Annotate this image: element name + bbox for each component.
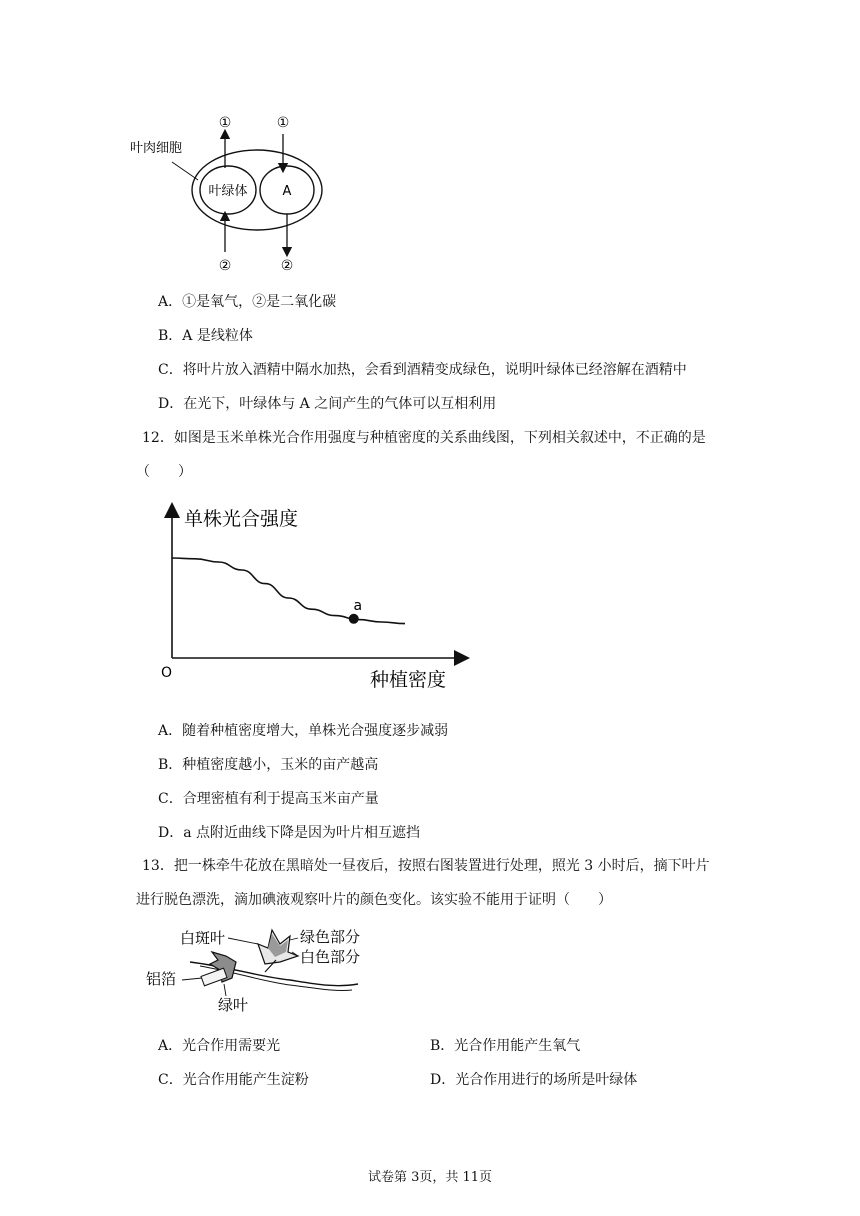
marker-2-right: ②: [280, 258, 294, 274]
label-foil: 铝箔: [146, 970, 177, 988]
q13-option-a: A．光合作用需要光: [158, 1038, 281, 1054]
cell-label: 叶肉细胞: [130, 141, 183, 156]
q11-option-d: D．在光下，叶绿体与 A 之间产生的气体可以互相利用: [158, 396, 497, 412]
label-green-leaf: 绿叶: [218, 996, 249, 1014]
point-a-label: a: [353, 597, 363, 614]
q12-option-d: D．a 点附近曲线下降是因为叶片相互遮挡: [158, 825, 421, 841]
cell-diagram: [130, 110, 350, 280]
q13-stem: 13．把一株牵牛花放在黑暗处一昼夜后，按照右图装置进行处理，照光 3 小时后，摘下叶片: [142, 858, 710, 874]
q12-option-a: A．随着种植密度增大，单株光合强度逐步减弱: [158, 723, 449, 739]
q13-option-d: D．光合作用进行的场所是叶绿体: [430, 1072, 638, 1088]
q13-stem-cont: 进行脱色漂洗，滴加碘液观察叶片的颜色变化。该实验不能用于证明（ ）: [136, 892, 612, 908]
cell-label-leader: [172, 162, 198, 180]
organelle-a-label: A: [282, 184, 292, 199]
leaf-experiment-figure: [140, 922, 380, 1017]
label-leader-foil: [182, 978, 202, 980]
q13-option-c: C．光合作用能产生淀粉: [158, 1072, 309, 1088]
label-leader-variegated: [228, 938, 258, 944]
q12-stem-blank: （ ）: [136, 464, 192, 480]
x-axis-label: 种植密度: [370, 669, 447, 691]
label-green-part: 绿色部分: [300, 928, 361, 946]
marker-1-right: ①: [276, 115, 290, 131]
q11-option-b: B．A 是线粒体: [158, 328, 253, 344]
origin-label: O: [161, 665, 173, 681]
page-footer: 试卷第 3页，共 11页: [367, 1170, 493, 1185]
marker-1-left: ①: [218, 115, 232, 131]
chloroplast-label: 叶绿体: [208, 184, 248, 199]
density-curve: [172, 558, 405, 624]
density-curve-chart: [150, 500, 480, 695]
y-axis-label: 单株光合强度: [184, 508, 299, 530]
label-white-part: 白色部分: [300, 948, 361, 966]
q12-option-b: B．种植密度越小，玉米的亩产越高: [158, 757, 379, 773]
point-a: [349, 614, 359, 624]
label-variegated-leaf: 白斑叶: [180, 929, 226, 947]
marker-2-left: ②: [218, 258, 232, 274]
label-leader-green-part: [290, 938, 298, 940]
q12-stem: 12．如图是玉米单株光合作用强度与种植密度的关系曲线图，下列相关叙述中，不正确的是: [142, 430, 706, 446]
q11-option-c: C．将叶片放入酒精中隔水加热，会看到酒精变成绿色，说明叶绿体已经溶解在酒精中: [158, 362, 687, 378]
foil-strip: [201, 968, 227, 986]
q13-option-b: B．光合作用能产生氧气: [430, 1038, 581, 1054]
label-leader-green-leaf: [224, 984, 226, 996]
q11-option-a: A．①是氧气，②是二氧化碳: [158, 294, 337, 310]
q12-option-c: C．合理密植有利于提高玉米亩产量: [158, 791, 379, 807]
